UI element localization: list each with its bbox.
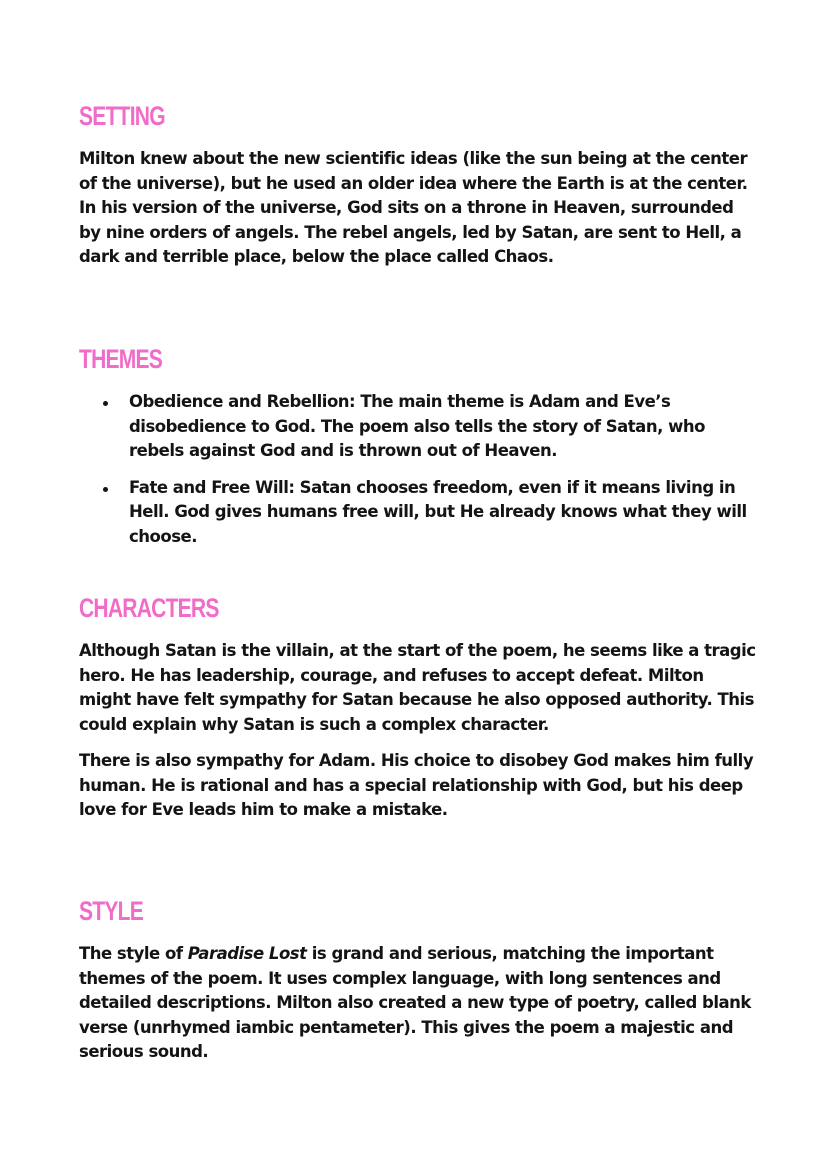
characters-paragraph-adam: There is also sympathy for Adam. His choice to disobey God makes him fully human. He is rational and has a special relationship with God, but his deep love for Eve leads him to make a mistake. [79,751,754,819]
style-suffix: is grand and serious, matching the important themes of the poem. It uses complex language, with long sentences and detailed descriptions. Milton also created a new type of poetry, called blank verse (unrhymed iambic pentameter). This gives the poem a majestic and serious sound. [79,944,751,1061]
bullet-icon [103,401,108,406]
section-heading-setting: SETTING [79,101,165,131]
book-title: Paradise Lost [187,944,307,963]
section-themes [79,344,759,561]
list-item [79,476,759,550]
section-style [79,896,759,1065]
list-item [79,390,759,464]
style-paragraph [79,942,759,1065]
bullet-text: Obedience and Rebellion: The main theme is Adam and Eve’s disobedience to God. The poem also tells the story of Satan, who rebels against God and is thrown out of Heaven. [129,392,705,460]
section-setting [79,101,759,270]
setting-paragraph: Milton knew about the new scientific ideas (like the sun being at the center of the universe), but he used an older idea where the Earth is at the center. In his version of the universe, God sits on a throne in Heaven, surrounded by nine orders of angels. The rebel angels, led by Satan, are sent to Hell, a dark and terrible place, below the place called Chaos. [79,149,748,266]
characters-paragraph-satan: Although Satan is the villain, at the start of the poem, he seems like a tragic hero. He has leadership, courage, and refuses to accept defeat. Milton might have felt sympathy for Satan because he also opposed authority. This could explain why Satan is such a complex character. [79,641,756,734]
themes-bullet-list [79,390,759,549]
section-characters [79,593,759,823]
section-heading-style: STYLE [79,896,143,926]
bullet-text: Fate and Free Will: Satan chooses freedom, even if it means living in Hell. God gives humans free will, but He already knows what they will choose. [129,477,747,546]
bullet-icon [103,487,108,492]
style-prefix: The style of [79,944,188,963]
section-heading-themes: THEMES [79,344,163,374]
section-heading-characters: CHARACTERS [79,593,219,623]
